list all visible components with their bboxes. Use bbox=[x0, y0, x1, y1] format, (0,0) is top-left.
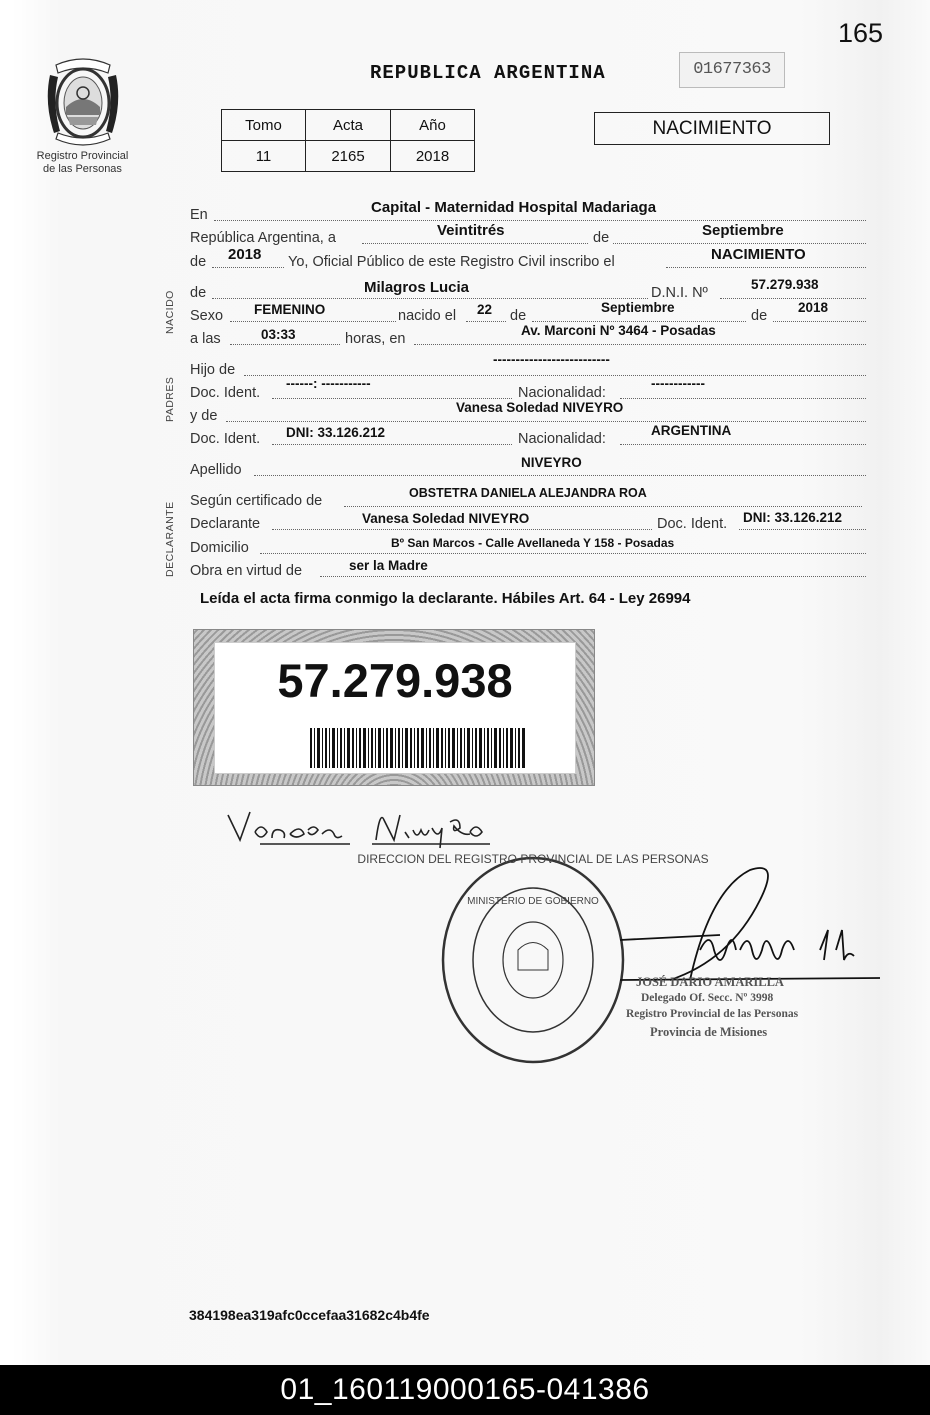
logo-caption-line2: de las Personas bbox=[43, 163, 122, 175]
value-sexo: FEMENINO bbox=[254, 302, 326, 317]
stamp-inner-text-value: MINISTERIO DE GOBIERNO bbox=[467, 896, 599, 907]
value-madre-doc: DNI: 33.126.212 bbox=[286, 425, 386, 440]
page-number: 165 bbox=[838, 18, 884, 48]
dotted-line bbox=[254, 475, 866, 476]
registry-header-anio: Año bbox=[391, 110, 475, 141]
official-role: Delegado Of. Secc. Nº 3998 bbox=[641, 992, 774, 1004]
registry-header-tomo: Tomo bbox=[222, 110, 306, 141]
value-tipo-inscripcion: NACIMIENTO bbox=[711, 246, 806, 263]
label-republica: República Argentina, a bbox=[190, 230, 336, 246]
dotted-line bbox=[414, 344, 866, 345]
official-signature bbox=[620, 868, 880, 980]
label-de4: de bbox=[510, 308, 527, 324]
record-type-box: NACIMIENTO bbox=[594, 112, 830, 145]
value-dni: 57.279.938 bbox=[751, 277, 819, 292]
value-obra: ser la Madre bbox=[349, 558, 428, 573]
side-label-nacido: NACIDO bbox=[164, 290, 176, 334]
label-doc-ident3: Doc. Ident. bbox=[657, 516, 728, 532]
dotted-line bbox=[620, 444, 866, 445]
value-madre: Vanesa Soledad NIVEYRO bbox=[456, 400, 624, 415]
value-lugar-nac: Av. Marconi Nº 3464 - Posadas bbox=[521, 323, 716, 338]
value-madre-nac: ARGENTINA bbox=[651, 423, 732, 438]
dotted-line bbox=[230, 321, 396, 322]
value-mes: Septiembre bbox=[702, 222, 784, 239]
dotted-line bbox=[226, 421, 866, 422]
declarante-signature bbox=[228, 812, 490, 848]
dotted-line bbox=[214, 220, 866, 221]
stamp-ring-text bbox=[357, 852, 708, 866]
province-coat-of-arms-logo bbox=[38, 55, 128, 150]
label-doc-ident1: Doc. Ident. bbox=[190, 385, 261, 401]
footer-code: 01_160119000165-041386 bbox=[280, 1373, 650, 1406]
document-title: REPUBLICA ARGENTINA bbox=[370, 62, 606, 84]
label-segun: Según certificado de bbox=[190, 493, 323, 509]
label-horas-en: horas, en bbox=[345, 331, 406, 347]
dotted-line bbox=[532, 321, 746, 322]
stamp-inner-text bbox=[467, 896, 599, 907]
value-anio: 2018 bbox=[228, 246, 262, 263]
value-certificado: OBSTETRA DANIELA ALEJANDRA ROA bbox=[409, 486, 647, 500]
value-dia-letras: Veintitrés bbox=[437, 222, 505, 239]
label-de: de bbox=[593, 230, 610, 246]
dotted-line bbox=[272, 444, 512, 445]
legal-note: Leída el acta firma conmigo la declarante. Hábiles Art. 64 - Ley 26994 bbox=[200, 590, 691, 607]
value-padre: -------------------------- bbox=[493, 352, 610, 367]
dotted-line bbox=[212, 267, 284, 268]
dotted-line bbox=[272, 529, 652, 530]
label-nacionalidad1: Nacionalidad: bbox=[518, 385, 606, 401]
dotted-line bbox=[773, 321, 866, 322]
registry-table-value-row bbox=[222, 141, 475, 172]
dotted-line bbox=[666, 267, 866, 268]
value-declarante: Vanesa Soledad NIVEYRO bbox=[362, 511, 530, 526]
stamp-ring-text-value: DIRECCION DEL REGISTRO PROVINCIAL DE LAS PERSONAS bbox=[357, 852, 709, 866]
label-doc-ident2: Doc. Ident. bbox=[190, 431, 261, 447]
value-nombre: Milagros Lucia bbox=[364, 279, 470, 296]
value-lugar: Capital - Maternidad Hospital Madariaga bbox=[371, 199, 657, 216]
registry-value-tomo: 11 bbox=[222, 141, 306, 172]
dotted-line bbox=[739, 529, 866, 530]
registry-table-header-row bbox=[222, 110, 475, 141]
label-domicilio: Domicilio bbox=[190, 540, 249, 556]
label-a-las: a las bbox=[190, 331, 221, 347]
dni-barcode bbox=[310, 728, 525, 768]
document-hash: 384198ea319afc0ccefaa31682c4b4fe bbox=[189, 1307, 430, 1323]
label-hijo-de: Hijo de bbox=[190, 362, 236, 378]
dni-label-inner bbox=[214, 642, 576, 774]
registry-table bbox=[221, 109, 475, 172]
value-hora: 03:33 bbox=[261, 327, 296, 342]
dotted-line bbox=[362, 243, 588, 244]
label-apellido: Apellido bbox=[190, 462, 242, 478]
label-declarante: Declarante bbox=[190, 516, 261, 532]
label-nacido-el: nacido el bbox=[398, 308, 457, 324]
value-dia-nac: 22 bbox=[477, 302, 493, 317]
dotted-line bbox=[466, 321, 506, 322]
value-apellido: NIVEYRO bbox=[521, 455, 582, 470]
registry-value-anio: 2018 bbox=[391, 141, 475, 172]
value-domicilio: Bº San Marcos - Calle Avellaneda Y 158 - Posadas bbox=[391, 536, 675, 550]
label-en: En bbox=[190, 207, 208, 223]
dotted-line bbox=[620, 398, 866, 399]
registry-header-acta: Acta bbox=[306, 110, 391, 141]
label-de2: de bbox=[190, 254, 207, 270]
dotted-line bbox=[212, 298, 648, 299]
side-label-declarante: DECLARANTE bbox=[164, 501, 176, 577]
logo-caption-line1: Registro Provincial bbox=[36, 150, 129, 162]
dotted-line bbox=[260, 553, 866, 554]
signature-area bbox=[200, 800, 920, 1080]
label-dni: D.N.I. Nº bbox=[651, 285, 708, 301]
label-obra: Obra en virtud de bbox=[190, 563, 303, 579]
label-sexo: Sexo bbox=[190, 308, 224, 324]
label-de3: de bbox=[190, 285, 207, 301]
dni-label-number: 57.279.938 bbox=[277, 654, 513, 707]
dotted-line bbox=[344, 506, 862, 507]
logo-caption bbox=[20, 150, 145, 176]
label-y-de: y de bbox=[190, 408, 218, 424]
value-anio-nac: 2018 bbox=[798, 300, 829, 315]
official-province: Provincia de Misiones bbox=[650, 1025, 768, 1039]
value-padre-doc: ------: ----------- bbox=[286, 376, 371, 391]
dotted-line bbox=[230, 344, 340, 345]
serial-number: 01677363 bbox=[679, 52, 785, 88]
official-name: JOSÉ DARIO AMARILLA bbox=[636, 975, 784, 989]
dotted-line bbox=[320, 576, 866, 577]
official-org: Registro Provincial de las Personas bbox=[626, 1008, 799, 1020]
dotted-line bbox=[272, 398, 512, 399]
dotted-line bbox=[720, 298, 866, 299]
registry-value-acta: 2165 bbox=[306, 141, 391, 172]
dni-label bbox=[193, 629, 595, 786]
value-declarante-doc: DNI: 33.126.212 bbox=[743, 510, 843, 525]
value-mes-nac: Septiembre bbox=[601, 300, 675, 315]
label-de5: de bbox=[751, 308, 768, 324]
side-label-padres: PADRES bbox=[164, 376, 176, 422]
label-nacionalidad2: Nacionalidad: bbox=[518, 431, 606, 447]
value-padre-nac: ------------ bbox=[651, 376, 705, 391]
dotted-line bbox=[613, 243, 866, 244]
footer-code-bar bbox=[0, 1365, 930, 1415]
official-stamp bbox=[443, 858, 623, 1062]
label-yo: Yo, Oficial Público de este Registro Civil inscribo el bbox=[288, 254, 615, 270]
